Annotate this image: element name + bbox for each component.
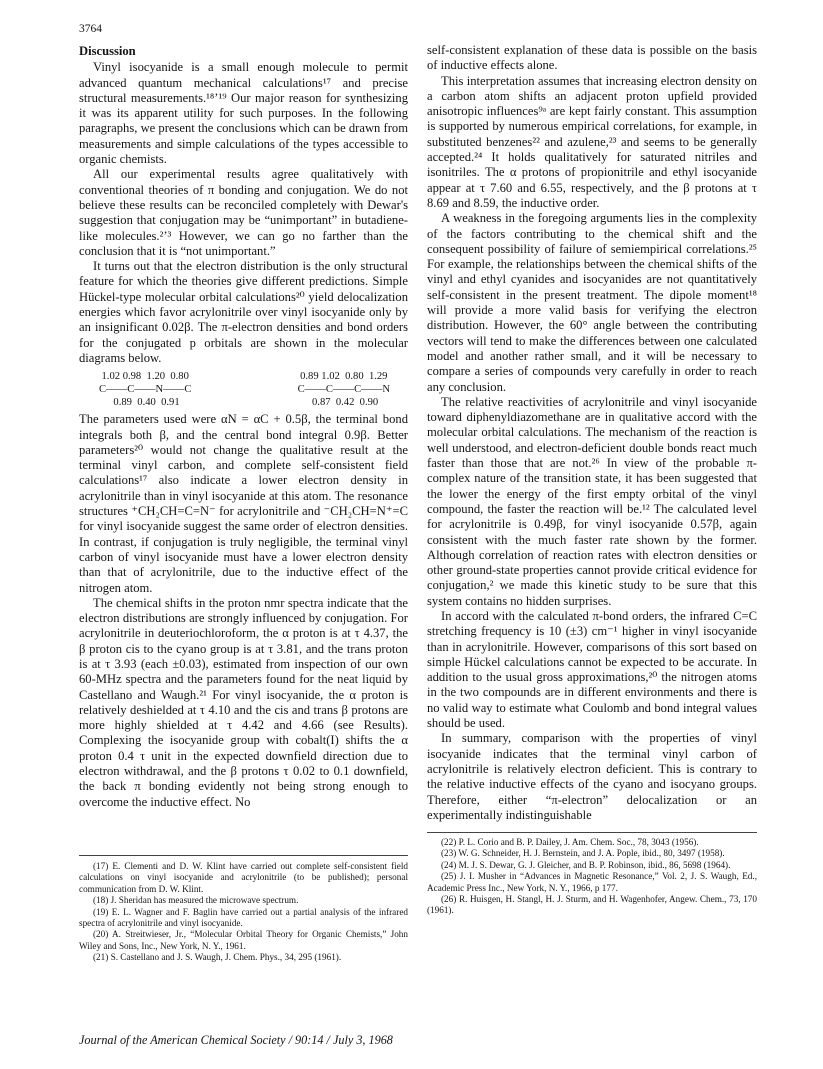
diagram-vinyl-isocyanide: 1.02 0.98 1.20 0.80 C——C——N——C 0.89 0.40 0.91 [99, 371, 192, 409]
diagram-acrylonitrile: 0.89 1.02 0.80 1.29 C——C——C——N 0.87 0.42 0.90 [297, 371, 390, 409]
footnote: (21) S. Castellano and J. S. Waugh, J. Chem. Phys., 34, 295 (1961). [93, 952, 342, 963]
paragraph: This interpretation assumes that increasing electron density on a carbon atom shifts an adjacent proton upfield provided anisotropic influences⁹ᵃ are kept fairly constant. This assumption is supported by numerous empirical correlations, for example, in substituted benzenes²² and azulene,²³ and seems to be generally accepted.²⁴ It holds qualitatively for saturated nitriles and isonitriles. The α protons of propionitrile and ethyl isocyanide appear at τ 7.60 and 6.55, respectively, and the β protons at τ 8.69 and 8.59, the inductive order. [427, 73, 757, 210]
paragraph: It turns out that the electron distribution is the only structural feature for which the theories give different predictions. Simple Hückel-type molecular orbital calculations²⁰ yield delocalization energies which favor acrylonitrile over vinyl isocyanide only by an insignificant 0.02β. The π-electron densities and bond orders for the conjugated p orbitals are shown in the molecular diagrams below. [79, 259, 408, 365]
footnotes-right [427, 837, 757, 917]
footnote: (20) A. Streitwieser, Jr., “Molecular Orbital Theory for Organic Chemists,” John Wiley and Sons, Inc., New York, N. Y., 1961. [79, 929, 408, 951]
footnote: (17) E. Clementi and D. W. Klint have carried out complete self-consistent field calculations on vinyl isocyanide and acrylonitrile (to be published); personal communication from D. W. Klint. [79, 861, 408, 894]
paragraph: Vinyl isocyanide is a small enough molecule to permit advanced quantum mechanical calculations¹⁷ and precise structural measurements.¹⁸ʼ¹⁹ Our major reason for synthesizing it was its apparent utility for such purposes. In the following paragraphs, we present the conclusions which can be drawn from measurements and simple calculations of the types accessible to organic chemists. [79, 60, 408, 167]
footnote: (26) R. Huisgen, H. Stangl, H. J. Sturm, and H. Wagenhofer, Angew. Chem., 73, 170 (1961). [427, 894, 757, 916]
footnote: (22) P. L. Corio and B. P. Dailey, J. Am. Chem. Soc., 78, 3043 (1956). [441, 837, 699, 847]
footnote-divider [79, 855, 408, 856]
journal-footer: Journal of the American Chemical Society / 90:14 / July 3, 1968 [79, 1033, 393, 1047]
paragraph: All our experimental results agree qualitatively with conventional theories of π bonding and conjugation. We do not believe these results can be reconciled completely with Dewar's suggestion that conjugation may be “unimportant” in butadiene-like molecules.²ʼ³ However, we can go no farther than the conclusion that it is “not unimportant.” [79, 167, 408, 258]
paragraph: In summary, comparison with the properties of vinyl isocyanide indicates that the terminal vinyl carbon of acrylonitrile is relatively electron deficient. This is contrary to the relative inductive effects of the cyano and isocyano groups. Therefore, either “π-electron” delocalization or an experimentally indistinguishable [427, 731, 757, 822]
paragraph: The chemical shifts in the proton nmr spectra indicate that the electron distributions are strongly influenced by conjugation. For acrylonitrile in deuteriochloroform, the α proton is at τ 4.37, the β proton cis to the cyano group is at τ 3.81, and the trans proton is at τ 3.93 (each ±0.03), estimated from inspection of our own 60-MHz spectra and the parameters found for the neat liquid by Castellano and Waugh.²¹ For vinyl isocyanide, the α proton is relatively deshielded at τ 4.10 and the cis and trans β protons are more highly shielded at τ 4.42 and 4.66 (see Results). Complexing the isocyanide group with cobalt(I) shifts the α proton 0.4 τ unit in the expected downfield direction due to electron withdrawal, and the β protons τ 0.02 to 0.1 downfield, the back π bonding evidently not being strong enough to overcome the inductive effect. No [79, 595, 408, 809]
left-column [79, 44, 408, 810]
paragraph: self-consistent explanation of these data is possible on the basis of inductive effects alone. [427, 43, 757, 73]
paragraph: In accord with the calculated π-bond orders, the infrared C=C stretching frequency is 10 (±3) cm⁻¹ higher in vinyl isocyanide than in acrylonitrile. However, comparisons of this sort based on simple Hückel calculations cannot be expected to be accurate. In addition to the usual gross approximations,²⁰ the nitrogen atoms in the two compounds are in different environments and there is no valid way to estimate what Coulomb and bond integral values should be used. [427, 608, 757, 731]
right-column [427, 43, 757, 823]
paragraph: A weakness in the foregoing arguments lies in the complexity of the factors contributing to the chemical shift and the consequent possibility of failure of semiempirical correlations.²⁵ For example, the relationships between the chemical shifts of the vinyl and ethyl cyanides and isocyanides are not quantitatively self-consistent in the present treatment. The dipole moment¹⁸ will provide a more valid basis for verifying the electron distribution. However, the 60° angle between the contributing vectors will tend to make the differences between one calculated model and another rather small, and it will be necessary to compare a series of compounds very carefully in order to reach any conclusion. [427, 211, 757, 394]
footnotes-left [79, 861, 408, 964]
paragraph: The relative reactivities of acrylonitrile and vinyl isocyanide toward diphenyldiazomethane are in qualitative accord with the molecular orbital calculations. The mechanism of the reaction is well understood, and electron-deficient double bonds react much faster than those that are not.²⁶ In view of the probable π-complex nature of the transition state, it has been suggested that the lower the energy of the first empty orbital of the vinyl compound, the faster the reaction will be.¹² The calculated level for acrylonitrile is 0.49β, for vinyl isocyanide 0.57β, again consistent with the much faster rate shown by the former. Although correlation of reaction rates with electron densities or other ground-state properties cannot provide critical evidence for conjugation,² we made this kinetic study to be sure that this system contains no hidden surprises. [427, 394, 757, 608]
molecular-diagrams [79, 366, 408, 412]
footnote-divider [427, 832, 757, 833]
footnote: (23) W. G. Schneider, H. J. Bernstein, and J. A. Pople, ibid., 80, 3497 (1958). [441, 848, 725, 859]
footnote: (19) E. L. Wagner and F. Baglin have carried out a partial analysis of the infrared spectra of acrylonitrile and vinyl isocyanide. [79, 906, 408, 929]
footnote: (18) J. Sheridan has measured the microwave spectrum. [93, 895, 299, 906]
section-heading: Discussion [79, 44, 136, 58]
paragraph: The parameters used were αN = αC + 0.5β, the terminal bond integrals both β, and the central bond integral 0.9β. Better parameters²⁰ would not change the qualitative result at the terminal vinyl carbon, and complete self-consistent field calculations¹⁷ also indicate a lower electron density in acrylonitrile than in vinyl isocyanide at this atom. The resonance structures ⁺CH₂CH=C=N⁻ for acrylonitrile and ⁻CH₂CH=N⁺=C for vinyl isocyanide suggest the same order of electron densities. In contrast, if conjugation is truly negligible, the terminal vinyl carbon of vinyl isocyanide must have a lower electron density than that of acrylonitrile, due to the inductive effect of the nitrogen atom. [79, 412, 408, 595]
footnote: (24) M. J. S. Dewar, G. J. Gleicher, and B. P. Robinson, ibid., 86, 5698 (1964). [441, 859, 731, 870]
footnote: (25) J. I. Musher in “Advances in Magnetic Resonance,” Vol. 2, J. S. Waugh, Ed., Academic Press Inc., New York, N. Y., 1966, p 177. [427, 871, 757, 893]
page-number: 3764 [79, 23, 102, 35]
